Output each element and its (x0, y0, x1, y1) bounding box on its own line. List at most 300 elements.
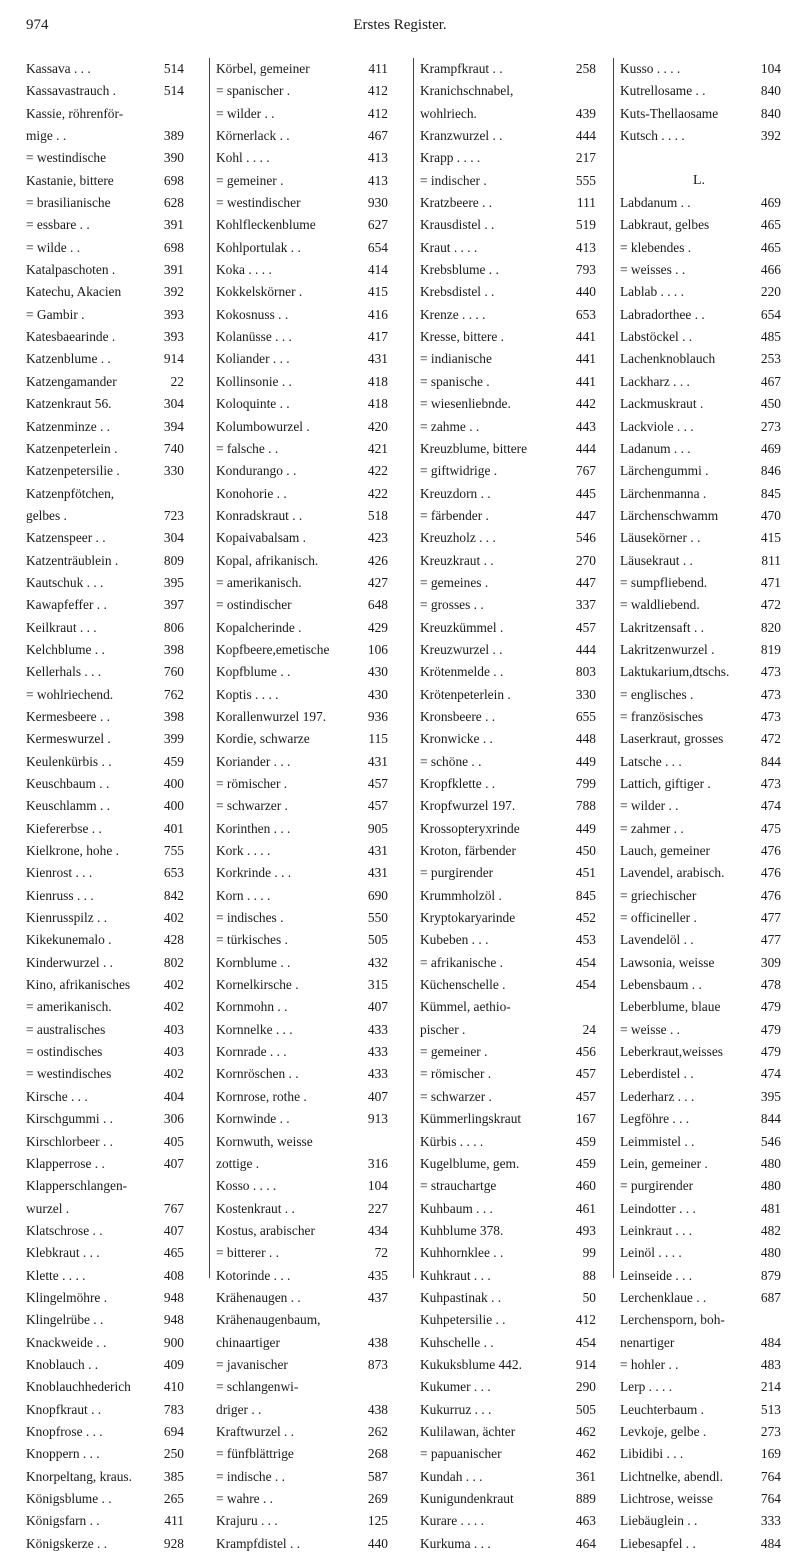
entry-term: Krebsdistel . . (420, 284, 495, 300)
entry-term: Katzenträublein . (26, 552, 119, 568)
index-entry (420, 147, 596, 169)
entry-page-number: 115 (368, 731, 388, 747)
entry-page-number: 438 (367, 1334, 388, 1350)
entry-page-number: 767 (575, 463, 596, 479)
index-entry (620, 1466, 781, 1488)
index-entry (620, 237, 781, 259)
index-entry (216, 795, 388, 817)
entry-term: = bitterer . . (216, 1245, 279, 1261)
index-entry (216, 147, 388, 169)
entry-term: = indische . . (216, 1468, 285, 1484)
entry-term: Lakritzenwurzel . (620, 641, 715, 657)
entry-page-number: 493 (575, 1222, 596, 1238)
entry-page-number: 694 (163, 1423, 184, 1439)
entry-term: Kutsch . . . . (620, 128, 685, 144)
entry-page-number: 444 (575, 440, 596, 456)
entry-term: = grosses . . (420, 597, 484, 613)
entry-term: = purgirender (420, 865, 494, 881)
index-entry (420, 639, 596, 661)
entry-page-number: 401 (163, 820, 184, 836)
entry-term: Krampfkraut . . (420, 61, 503, 76)
entry-term: Koka . . . . (216, 262, 272, 278)
entry-term: Kinderwurzel . . (26, 954, 114, 970)
index-entry (26, 1019, 184, 1041)
index-column-3 (420, 58, 596, 1551)
entry-page-number: 423 (367, 530, 388, 546)
index-entry (620, 684, 781, 706)
index-entry (216, 1265, 388, 1287)
entry-term: Küchenschelle . (420, 977, 506, 993)
entry-term: Knopfrose . . . (26, 1423, 103, 1439)
entry-term: = amerikanisch. (26, 999, 112, 1015)
entry-term: Kokosnuss . . (216, 306, 289, 322)
index-entry (216, 259, 388, 281)
entry-term: Kopfbeere,emetische (216, 641, 330, 657)
entry-page-number: 337 (575, 597, 596, 613)
index-entry (216, 639, 388, 661)
entry-page-number: 760 (163, 664, 184, 680)
entry-page-number: 445 (575, 485, 596, 501)
index-entry (26, 483, 184, 505)
entry-term: Konohorie . . (216, 485, 287, 501)
index-entry (216, 505, 388, 527)
entry-term: Kosso . . . . (216, 1178, 277, 1194)
entry-term: Katzenpeterlein . (26, 440, 118, 456)
index-entry (420, 1421, 596, 1443)
entry-term: Korallenwurzel 197. (216, 708, 327, 724)
index-entry (420, 125, 596, 147)
entry-term: chinaartiger (216, 1334, 280, 1350)
index-entry (26, 773, 184, 795)
entry-term: Lederharz . . . (620, 1088, 695, 1104)
entry-page-number: 440 (367, 1535, 388, 1551)
entry-page-number: 484 (760, 1334, 781, 1350)
entry-page-number: 402 (163, 910, 184, 926)
entry-term: = wilde . . (26, 239, 81, 255)
entry-term: Krähenaugen . . (216, 1289, 301, 1305)
index-entry (620, 214, 781, 236)
entry-page-number: 820 (760, 619, 781, 635)
entry-page-number: 273 (760, 1423, 781, 1439)
entry-page-number: 220 (760, 284, 781, 300)
index-entry (420, 773, 596, 795)
entry-page-number: 389 (163, 128, 184, 144)
index-entry (620, 281, 781, 303)
entry-page-number: 409 (163, 1356, 184, 1372)
entry-page-number: 111 (576, 195, 596, 211)
index-entry (26, 661, 184, 683)
entry-page-number: 392 (163, 284, 184, 300)
entry-page-number: 391 (163, 262, 184, 278)
index-entry (216, 460, 388, 482)
entry-page-number: 444 (575, 128, 596, 144)
entry-term: Labradorthee . . (620, 306, 705, 322)
index-entry (216, 416, 388, 438)
index-entry (620, 1287, 781, 1309)
entry-page-number: 479 (760, 999, 781, 1015)
entry-term: Kratzbeere . . (420, 195, 493, 211)
entry-term: = türkisches . (216, 932, 288, 948)
entry-term: Lauch, gemeiner (620, 843, 710, 859)
index-entry (620, 974, 781, 996)
entry-page-number: 309 (760, 954, 781, 970)
entry-term: Kermesbeere . . (26, 708, 111, 724)
entry-page-number: 514 (163, 83, 184, 99)
entry-page-number: 407 (367, 999, 388, 1015)
index-entry (216, 1198, 388, 1220)
index-entry (420, 348, 596, 370)
entry-page-number: 214 (760, 1379, 781, 1395)
index-entry (26, 751, 184, 773)
entry-page-number: 799 (575, 776, 596, 791)
index-entry (620, 1108, 781, 1130)
entry-page-number: 420 (367, 418, 388, 434)
entry-term: Koriander . . . (216, 753, 291, 769)
entry-term: Kirsche . . . (26, 1088, 88, 1104)
entry-term: Klapperrose . . (26, 1155, 105, 1171)
index-entry (420, 1309, 596, 1331)
entry-term: nenartiger (620, 1334, 675, 1350)
entry-page-number: 481 (760, 1200, 781, 1216)
entry-page-number: 416 (367, 306, 388, 322)
entry-page-number: 460 (575, 1178, 596, 1194)
entry-term: Kuhblume 378. (420, 1222, 504, 1238)
entry-page-number: 453 (575, 932, 596, 948)
index-entry (216, 1153, 388, 1175)
index-entry (620, 728, 781, 750)
index-column-1 (26, 58, 184, 1551)
entry-term: Krötenpeterlein . (420, 686, 511, 702)
entry-term: Lärchenschwamm (620, 507, 719, 523)
entry-term: Kryptokaryarinde (420, 910, 516, 926)
entry-term: Klingelmöhre . (26, 1289, 108, 1305)
index-entry (26, 460, 184, 482)
entry-page-number: 407 (367, 1088, 388, 1104)
entry-term: Kuhhornklee . . (420, 1245, 504, 1261)
entry-term: Kürbis . . . . (420, 1133, 484, 1149)
index-entry (26, 952, 184, 974)
entry-term: = hohler . . (620, 1356, 679, 1372)
entry-term: Knoblauchhederich (26, 1379, 131, 1395)
entry-page-number: 398 (163, 708, 184, 724)
entry-term: = weisses . . (620, 262, 686, 278)
index-entry (620, 1510, 781, 1532)
entry-page-number: 443 (575, 418, 596, 434)
entry-page-number: 788 (575, 798, 596, 814)
entry-term: = wiesenliebnde. (420, 396, 511, 412)
entry-page-number: 397 (163, 597, 184, 613)
entry-page-number: 465 (163, 1245, 184, 1261)
entry-term: Kreuzblume, bittere (420, 440, 528, 456)
index-entry (620, 1488, 781, 1510)
entry-term: Lattich, giftiger . (620, 776, 711, 791)
index-entry (620, 527, 781, 549)
index-entry (420, 259, 596, 281)
entry-term: Katzenblume . . (26, 351, 111, 367)
entry-term: Katesbaearinde . (26, 329, 116, 345)
index-entry (420, 416, 596, 438)
entry-page-number: 441 (575, 329, 596, 345)
index-entry (216, 885, 388, 907)
entry-term: Lerchenklaue . . (620, 1289, 707, 1305)
entry-page-number: 518 (367, 507, 388, 523)
entry-term: Kraftwurzel . . (216, 1423, 295, 1439)
entry-page-number: 413 (367, 172, 388, 188)
entry-page-number: 698 (163, 239, 184, 255)
entry-page-number: 400 (163, 798, 184, 814)
entry-term: Leinkraut . . . (620, 1222, 693, 1238)
entry-term: Kiefererbse . . (26, 820, 102, 836)
index-entry (420, 1131, 596, 1153)
index-entry (26, 1466, 184, 1488)
entry-page-number: 454 (575, 1334, 596, 1350)
entry-page-number: 402 (163, 1066, 184, 1082)
entry-term: = ostindisches (26, 1044, 103, 1060)
index-entry (216, 929, 388, 951)
index-entry (216, 170, 388, 192)
entry-term: Korkrinde . . . (216, 865, 292, 881)
entry-term: Kornröschen . . (216, 1066, 299, 1082)
entry-term: = wilder . . (620, 798, 679, 814)
index-entry (216, 1332, 388, 1354)
index-entry (216, 103, 388, 125)
entry-page-number: 513 (760, 1401, 781, 1417)
index-entry (26, 80, 184, 102)
index-entry (26, 237, 184, 259)
entry-term: Kikekunemalo . (26, 932, 112, 948)
index-entry (620, 907, 781, 929)
entry-page-number: 467 (367, 128, 388, 144)
entry-page-number: 330 (575, 686, 596, 702)
entry-term: Kurare . . . . (420, 1513, 484, 1529)
entry-term: = giftwidrige . (420, 463, 498, 479)
index-entry (420, 929, 596, 951)
index-entry (216, 438, 388, 460)
entry-page-number: 417 (367, 329, 388, 345)
entry-page-number: 304 (163, 530, 184, 546)
entry-term: Kornwuth, weisse (216, 1133, 313, 1149)
entry-term: = wilder . . (216, 105, 275, 121)
index-entry (620, 1376, 781, 1398)
entry-term: Kornrose, rothe . (216, 1088, 307, 1104)
entry-term: = waldliebend. (620, 597, 700, 613)
entry-page-number: 514 (163, 61, 184, 76)
index-entry (420, 527, 596, 549)
entry-page-number: 450 (575, 843, 596, 859)
index-entry (26, 304, 184, 326)
index-entry (420, 572, 596, 594)
entry-page-number: 485 (760, 329, 781, 345)
index-entry (216, 1220, 388, 1242)
index-entry (216, 773, 388, 795)
entry-term: Kohlfleckenblume (216, 217, 316, 233)
entry-page-number: 467 (760, 373, 781, 389)
entry-page-number: 914 (163, 351, 184, 367)
index-entry (620, 326, 781, 348)
index-entry (420, 840, 596, 862)
entry-page-number: 447 (575, 507, 596, 523)
index-entry (620, 348, 781, 370)
entry-term: Koptis . . . . (216, 686, 279, 702)
entry-term: Kork . . . . (216, 843, 271, 859)
entry-page-number: 435 (367, 1267, 388, 1283)
index-entry (620, 1019, 781, 1041)
entry-term: Klebkraut . . . (26, 1245, 100, 1261)
entry-page-number: 441 (575, 351, 596, 367)
entry-term: = falsche . . (216, 440, 279, 456)
entry-term: = zahme . . (420, 418, 480, 434)
entry-term: = wahre . . (216, 1491, 274, 1506)
index-entry (216, 862, 388, 884)
entry-term: Keuschlamm . . (26, 798, 111, 814)
entry-term: Knopfkraut . . (26, 1401, 102, 1417)
entry-page-number: 418 (367, 396, 388, 412)
entry-page-number: 258 (575, 61, 596, 76)
entry-page-number: 422 (367, 485, 388, 501)
entry-page-number: 411 (164, 1513, 184, 1529)
index-entry (216, 1242, 388, 1264)
entry-page-number: 698 (163, 172, 184, 188)
entry-page-number: 411 (368, 61, 388, 76)
entry-page-number: 270 (575, 552, 596, 568)
entry-page-number: 269 (367, 1491, 388, 1506)
index-entry (420, 661, 596, 683)
index-column-2 (216, 58, 388, 1551)
entry-page-number: 484 (760, 1535, 781, 1551)
index-entry (26, 1287, 184, 1309)
entry-term: Krenze . . . . (420, 306, 486, 322)
entry-page-number: 480 (760, 1178, 781, 1194)
index-entry (420, 1198, 596, 1220)
index-entry (216, 1086, 388, 1108)
entry-term: Knorpeltang, kraus. (26, 1468, 132, 1484)
index-entry (26, 348, 184, 370)
entry-term: Körbel, gemeiner (216, 61, 310, 76)
entry-page-number: 479 (760, 1044, 781, 1060)
index-entry (216, 751, 388, 773)
entry-term: Keulenkürbis . . (26, 753, 112, 769)
index-entry (26, 1510, 184, 1532)
entry-term: Lichtrose, weisse (620, 1491, 713, 1506)
entry-term: Krajuru . . . (216, 1513, 278, 1529)
index-entry (420, 907, 596, 929)
index-entry (620, 58, 781, 80)
index-entry (420, 1533, 596, 1555)
entry-term: Krähenaugenbaum, (216, 1312, 321, 1328)
index-entry (216, 1510, 388, 1532)
index-entry (420, 170, 596, 192)
entry-term: = ostindischer (216, 597, 292, 613)
entry-term: Lavendelöl . . (620, 932, 694, 948)
index-entry (26, 1533, 184, 1555)
entry-term: Kümmerlingskraut (420, 1111, 522, 1127)
entry-term: Knoblauch . . (26, 1356, 99, 1372)
entry-page-number: 262 (367, 1423, 388, 1439)
entry-page-number: 315 (367, 977, 388, 993)
entry-page-number: 433 (367, 1021, 388, 1037)
entry-page-number: 428 (163, 932, 184, 948)
index-entry (420, 1354, 596, 1376)
index-entry (26, 885, 184, 907)
index-entry (26, 170, 184, 192)
entry-page-number: 167 (575, 1111, 596, 1127)
entry-term: Laktukarium,dtschs. (620, 664, 730, 680)
index-entry (26, 1399, 184, 1421)
index-entry (420, 1466, 596, 1488)
entry-page-number: 687 (760, 1289, 781, 1305)
entry-term: Königskerze . . (26, 1535, 108, 1551)
index-entry (620, 661, 781, 683)
entry-page-number: 476 (760, 887, 781, 903)
entry-page-number: 402 (163, 977, 184, 993)
entry-term: Legföhre . . . (620, 1111, 690, 1127)
entry-term: Klapperschlangen- (26, 1178, 128, 1194)
entry-term: Kopaivabalsam . (216, 530, 306, 546)
entry-term: = griechischer (620, 887, 697, 903)
entry-page-number: 462 (575, 1423, 596, 1439)
entry-term: = schwarzer . (216, 798, 288, 814)
entry-page-number: 873 (367, 1356, 388, 1372)
entry-term: Leinseide . . . (620, 1267, 693, 1283)
index-entry (620, 1309, 781, 1331)
entry-term: Kuhpastinak . . (420, 1289, 502, 1305)
entry-page-number: 393 (163, 306, 184, 322)
entry-term: Konradskraut . . (216, 507, 303, 523)
entry-term: = westindisches (26, 1066, 112, 1082)
column-rule (209, 58, 210, 1278)
index-entry (216, 1131, 388, 1153)
entry-term: Lichtnelke, abendl. (620, 1468, 723, 1484)
entry-page-number: 654 (367, 239, 388, 255)
entry-term: Krötenmelde . . (420, 664, 504, 680)
entry-term: Kelchblume . . (26, 641, 105, 657)
entry-term: Lawsonia, weisse (620, 954, 715, 970)
entry-term: Kirschlorbeer . . (26, 1133, 114, 1149)
entry-term: = englisches . (620, 686, 694, 702)
entry-page-number: 104 (760, 61, 781, 76)
entry-term: Kondurango . . (216, 463, 297, 479)
entry-page-number: 268 (367, 1446, 388, 1462)
entry-term: Kugelblume, gem. (420, 1155, 520, 1171)
entry-page-number: 473 (760, 664, 781, 680)
index-entry (216, 281, 388, 303)
entry-page-number: 653 (575, 306, 596, 322)
index-entry (420, 304, 596, 326)
index-entry (216, 1399, 388, 1421)
entry-page-number: 438 (367, 1401, 388, 1417)
entry-term: Kawapfeffer . . (26, 597, 107, 613)
index-entry (216, 1421, 388, 1443)
index-entry (216, 326, 388, 348)
index-entry (420, 393, 596, 415)
entry-page-number: 648 (367, 597, 388, 613)
entry-term: Kronwicke . . (420, 731, 493, 747)
entry-term: Kreuzkümmel . (420, 619, 504, 635)
index-entry (420, 1220, 596, 1242)
entry-page-number: 802 (163, 954, 184, 970)
index-entry (620, 80, 781, 102)
entry-page-number: 434 (367, 1222, 388, 1238)
index-entry (620, 1265, 781, 1287)
index-entry (420, 594, 596, 616)
entry-page-number: 465 (760, 217, 781, 233)
entry-page-number: 469 (760, 195, 781, 211)
entry-page-number: 655 (575, 708, 596, 724)
entry-page-number: 806 (163, 619, 184, 635)
entry-term: Kropfklette . . (420, 776, 496, 791)
entry-page-number: 474 (760, 1066, 781, 1082)
index-entry (26, 281, 184, 303)
